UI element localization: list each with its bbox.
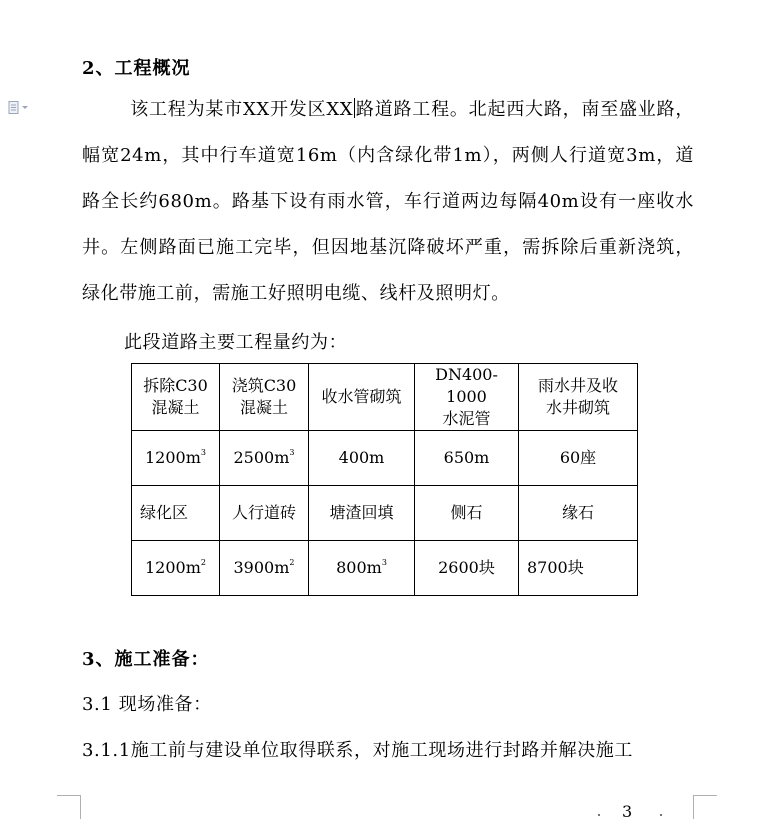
table-cell: 2600块 <box>415 541 519 596</box>
table-row <box>132 364 638 431</box>
table-cell: 400m <box>309 431 415 486</box>
table-cell: 侧石 <box>415 486 519 541</box>
table-cell: 拆除C30 混凝土 <box>132 364 220 431</box>
subsection-3-1-1: 3.1.1施工前与建设单位取得联系，对施工现场进行封路并解决施工 <box>82 740 633 761</box>
table-cell: 缘石 <box>519 486 638 541</box>
quantity-intro: 此段道路主要工程量约为： <box>124 332 348 353</box>
table-row <box>132 431 638 486</box>
table-cell: $2500m^3$ <box>220 431 309 486</box>
table-cell: $1200m^2$ <box>132 541 220 596</box>
page-corner-mark <box>57 795 81 819</box>
table-row <box>132 486 638 541</box>
table-cell: 浇筑C30 混凝土 <box>220 364 309 431</box>
table-cell: 60座 <box>519 431 638 486</box>
page-number: 3 <box>622 802 633 821</box>
table-cell: 人行道砖 <box>220 486 309 541</box>
table-cell: $1200m^3$ <box>132 431 220 486</box>
table-cell: 收水管砌筑 <box>309 364 415 431</box>
document-icon[interactable] <box>8 101 38 115</box>
table-cell: DN400-1000 水泥管 <box>415 364 519 431</box>
footer-dot <box>598 814 600 816</box>
table-cell: $800m^3$ <box>309 541 415 596</box>
page-corner-mark <box>693 795 717 819</box>
section-2-heading: 2、工程概况 <box>82 58 191 79</box>
table-row <box>132 541 638 596</box>
table-cell: $3900m^2$ <box>220 541 309 596</box>
table-cell: 雨水井及收 水井砌筑 <box>519 364 638 431</box>
table-cell: 塘渣回填 <box>309 486 415 541</box>
table-cell: 8700块 <box>519 541 638 596</box>
chevron-down-icon <box>22 106 28 109</box>
overview-text-part1: 该工程为某市XX开发区XX <box>130 99 354 120</box>
footer-dot <box>660 814 662 816</box>
overview-paragraph <box>82 87 694 317</box>
table-cell: 绿化区 <box>132 486 220 541</box>
overview-text-part2: 路道路工程。北起西大路，南至盛业路，幅宽24m，其中行车道宽16m（内含绿化带1m），两侧人行道宽3m，道路全长约680m。路基下设有雨水管，车行道两边每隔40m设有一座收水井。左侧路面已施工完毕，但因地基沉降破坏严重，需拆除后重新浇筑，绿化带施工前，需施工好照明电缆、线杆及照明灯。 <box>82 99 694 304</box>
table-cell: 650m <box>415 431 519 486</box>
quantity-table <box>131 363 638 596</box>
section-3-heading: 3、施工准备： <box>82 649 210 670</box>
subsection-3-1: 3.1 现场准备： <box>82 694 212 715</box>
